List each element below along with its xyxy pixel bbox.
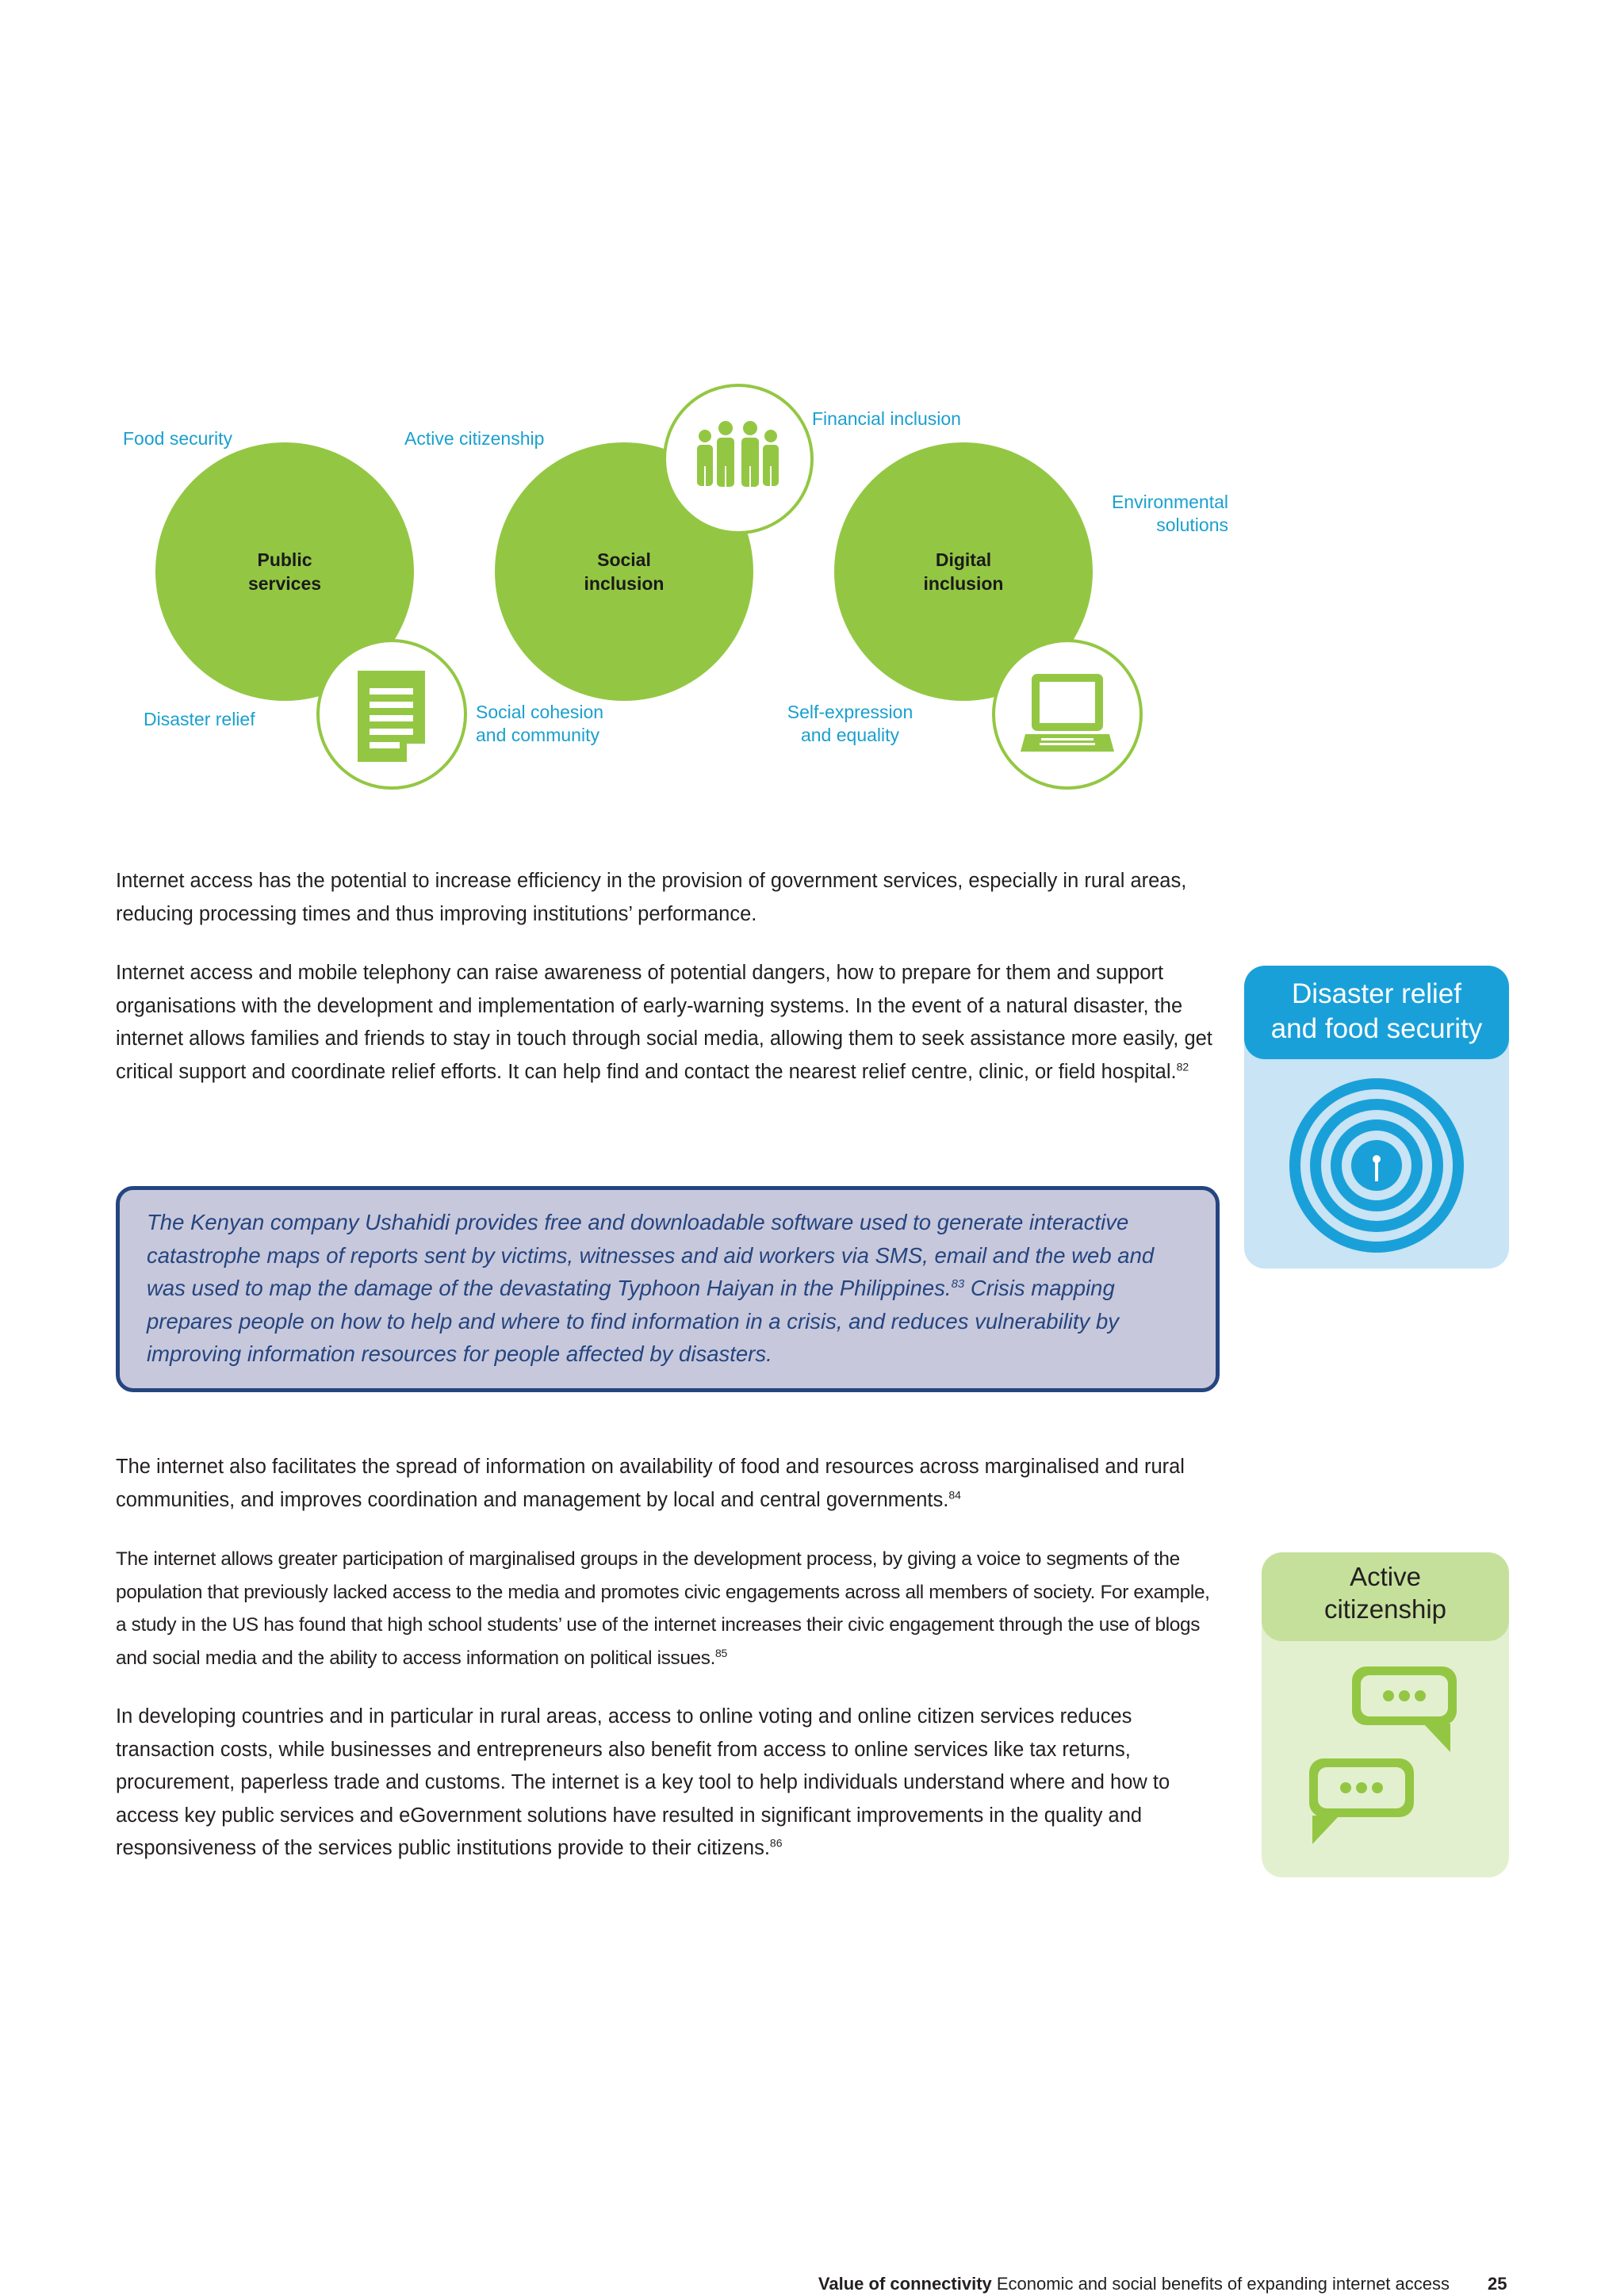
laptop-icon	[992, 639, 1143, 790]
speech-bubbles-icon	[1304, 1663, 1463, 1854]
label-environmental-solutions: Environmental solutions	[1111, 492, 1228, 535]
footnote-ref: 83	[951, 1276, 965, 1291]
footnote-ref: 86	[769, 1836, 783, 1850]
panel-disaster-relief	[1244, 966, 1509, 1269]
signal-target-icon	[1288, 1077, 1465, 1254]
paragraph-food-information	[116, 1451, 1222, 1517]
label-self-expression: Self-expression and equality	[787, 702, 914, 745]
page-number: 25	[1488, 2274, 1507, 2294]
circle-label: Social inclusion	[584, 549, 665, 594]
paragraph-developing-countries	[116, 1701, 1222, 1866]
panel-title: Disaster relief and food security	[1270, 978, 1483, 1044]
label-food-security: Food security	[123, 428, 233, 449]
footer-running-title	[818, 2274, 1450, 2294]
paragraph-text: Internet access and mobile telephony can raise awareness of potential dangers, how to prepare for them and support organisations with the development and implementation of early-warning systems. In the event of a natural disaster, the internet allows families and friends to stay in touch through social media, allowing them to seek assistance more easily, get critical support and coordinate relief efforts. It can help find and contact the nearest relief centre, clinic, or field hospital.	[116, 962, 1212, 1083]
paragraph-government-services	[116, 865, 1222, 931]
panel-header	[1262, 1552, 1509, 1641]
panel-title: Active citizenship	[1323, 1562, 1447, 1624]
paragraph-text: Internet access has the potential to increase efficiency in the provision of government services, especially in rural areas, reducing processing times and thus improving institutions’ performance.	[116, 870, 1187, 925]
footer-title: Value of connectivity	[818, 2274, 992, 2294]
case-study-text: The Kenyan company Ushahidi provides free and downloadable software used to generate interactive catastrophe maps of reports sent by victims, witnesses and aid workers via SMS, email and the web and was used to map the damage of the devastating Typhoon Haiyan in the Philippines.$^{83}$ Crisis mapping prepares people on how to help and where to find information in a crisis, and reduces vulnerability by improving information resources for people affected by disasters.	[147, 1210, 1155, 1366]
footnote-ref: 85	[715, 1646, 727, 1659]
label-active-citizenship: Active citizenship	[404, 428, 545, 449]
label-financial-inclusion: Financial inclusion	[812, 408, 961, 429]
label-disaster-relief: Disaster relief	[144, 709, 255, 729]
paragraph-disaster-awareness	[116, 957, 1222, 1089]
case-study-box	[116, 1186, 1220, 1392]
panel-active-citizenship	[1262, 1552, 1509, 1877]
footnote-ref: 84	[948, 1488, 961, 1501]
panel-header	[1244, 966, 1509, 1059]
document-icon	[316, 639, 467, 790]
footer-subtitle: Economic and social benefits of expanding internet access	[991, 2274, 1450, 2294]
circle-label: Digital inclusion	[923, 549, 1004, 594]
label-social-cohesion: Social cohesion and community	[476, 702, 604, 745]
paragraph-text: The internet also facilitates the spread of information on availability of food and resources across marginalised and rural communities, and improves coordination and management by local and central governments.	[116, 1456, 1185, 1511]
paragraph-participation	[116, 1543, 1222, 1674]
paragraph-text: The internet allows greater participation of marginalised groups in the development process, by giving a voice to segments of the population that previously lacked access to the media and promotes civic engagements across all members of society. For example, a study in the US has found that high school students’ use of the internet increases their civic engagement through the use of blogs and social media and the ability to access information on political issues.	[116, 1548, 1210, 1669]
footnote-ref: 82	[1176, 1060, 1189, 1073]
people-group-icon	[663, 384, 814, 534]
circle-label: Public services	[247, 549, 322, 594]
paragraph-text: In developing countries and in particular in rural areas, access to online voting and online citizen services reduces transaction costs, while businesses and entrepreneurs also benefit from access to online services like tax returns, procurement, paperless trade and customs. The internet is a key tool to help individuals understand where and how to access key public services and eGovernment solutions have resulted in significant improvements in the quality and responsiveness of the services public institutions provide to their citizens.	[116, 1705, 1170, 1859]
